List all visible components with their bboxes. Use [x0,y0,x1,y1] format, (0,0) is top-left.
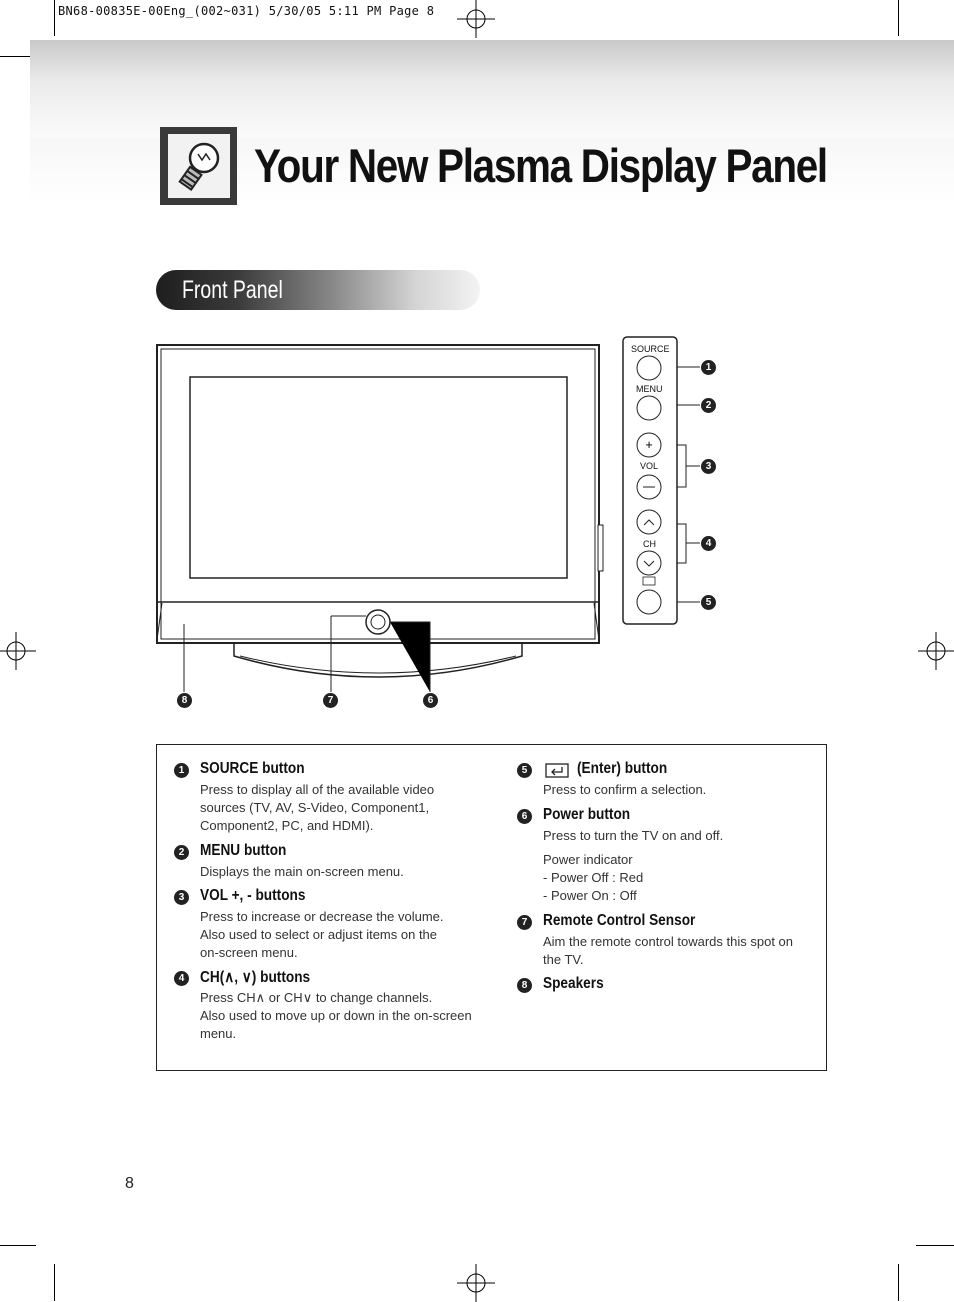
registration-mark-icon [457,1264,495,1302]
item-number: 4 [174,971,189,986]
callout-5: 5 [701,595,716,610]
svg-text:+: + [645,437,653,452]
registration-mark-icon [916,632,954,670]
item-body: Press to increase or decrease the volume. Also used to select or adjust items on the on-screen menu. [200,909,444,960]
crop-mark [898,0,899,36]
callout-1: 1 [701,360,716,375]
item-body: Press to confirm a selection. [543,782,707,797]
registration-mark-icon [0,632,38,670]
vol-label: VOL [640,461,659,471]
callout-8: 8 [177,693,192,708]
crop-mark [54,1264,55,1301]
item-title: Speakers [543,975,604,992]
item-body: Displays the main on-screen menu. [200,864,404,879]
callout-6: 6 [423,693,438,708]
section-title: Front Panel [182,276,283,304]
item-number: 1 [174,763,189,778]
item-body: Press to display all of the available video sources (TV, AV, S-Video, Component1, Component2, PC, and HDMI). [200,782,435,833]
item-number: 2 [174,845,189,860]
crop-mark [0,1245,36,1246]
item-number: 8 [517,978,532,993]
callout-3: 3 [701,459,716,474]
callout-7: 7 [323,693,338,708]
page-number: 8 [125,1175,134,1192]
lightbulb-icon [168,134,230,198]
item-body: Aim the remote control towards this spot on the TV. [543,934,794,967]
item-title: VOL +, - buttons [200,887,306,904]
ch-label: CH [643,539,656,549]
source-label: SOURCE [631,344,670,354]
enter-icon [545,763,569,778]
page-title: Your New Plasma Display Panel [254,139,827,192]
item-title: SOURCE button [200,760,305,777]
callout-2: 2 [701,398,716,413]
item-title: Remote Control Sensor [543,912,696,929]
item-body: Press to turn the TV on and off. Power indicator - Power Off : Red - Power On : Off [543,828,724,903]
callout-4: 4 [701,536,716,551]
registration-mark-icon [457,0,495,38]
item-title: (Enter) button [577,760,668,777]
item-title: MENU button [200,842,287,859]
crop-mark [898,1264,899,1301]
item-title: CH(∧, ∨) buttons [200,969,311,986]
menu-label: MENU [636,384,663,394]
item-number: 5 [517,763,532,778]
item-body: Press CH∧ or CH∨ to change channels. Also used to move up or down in the on-screen menu. [200,990,472,1041]
item-number: 7 [517,915,532,930]
crop-mark [54,0,55,36]
print-header: BN68-00835E-00Eng_(002~031) 5/30/05 5:11 PM Page 8 [58,4,435,18]
crop-mark [916,1245,954,1246]
item-title: Power button [543,806,631,823]
item-number: 3 [174,890,189,905]
item-number: 6 [517,809,532,824]
header-banner [30,40,954,138]
